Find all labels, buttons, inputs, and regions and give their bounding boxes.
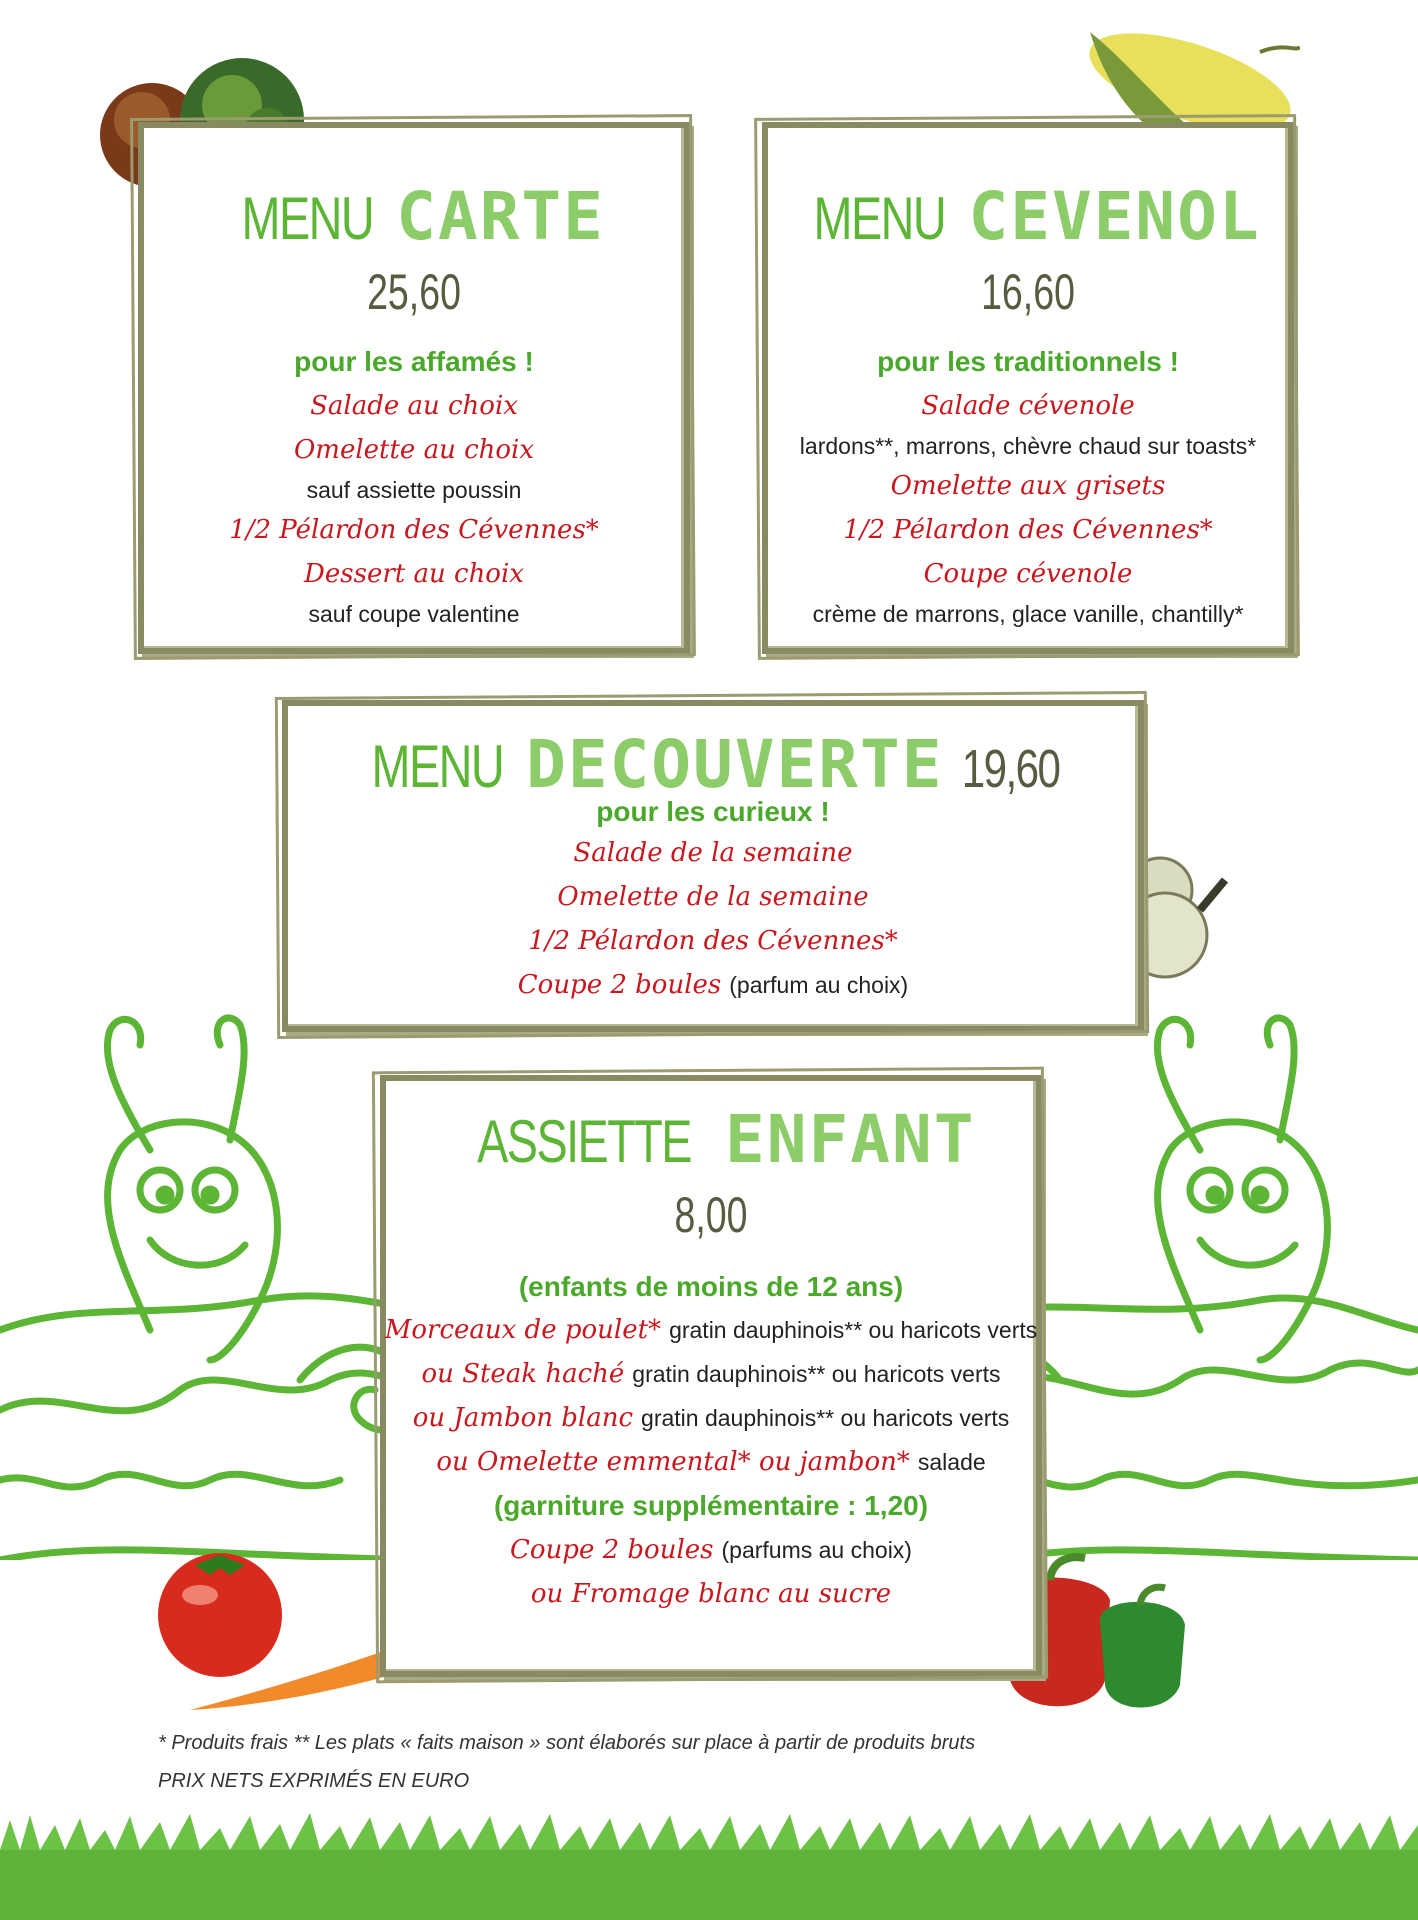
menu-decouverte-card (282, 700, 1144, 1032)
menu-item: Salade cévenole (921, 391, 1135, 421)
menu-carte-card (138, 122, 690, 654)
menu-cevenol-tagline: pour les traditionnels ! (877, 346, 1179, 377)
menu-item: 1/2 Pélardon des Cévennes* (528, 926, 898, 956)
menu-item: crème de marrons, glace vanille, chantilly* (812, 600, 1244, 627)
menu-item: Coupe cévenole (923, 559, 1133, 589)
menu-item: Coupe 2 boules (parfums au choix) (510, 1535, 912, 1565)
menu-item: Salade de la semaine (573, 838, 853, 868)
menu-decouverte-items (288, 831, 1138, 1007)
menu-decouverte-price: 19,60 (961, 739, 1060, 799)
menu-carte-title-a: MENU (241, 185, 374, 252)
menu-decouverte-title (288, 726, 1138, 803)
footnote-prices: PRIX NETS EXPRIMÉS EN EURO (158, 1770, 470, 1792)
menu-cevenol-card (762, 122, 1294, 654)
menu-item: 1/2 Pélardon des Cévennes* (843, 515, 1213, 545)
menu-cevenol-price: 16,60 (981, 264, 1075, 320)
menu-item: sauf coupe valentine (308, 600, 520, 627)
assiette-enfant-title-a: ASSIETTE (476, 1108, 691, 1175)
menu-cevenol-title-a: MENU (813, 185, 946, 252)
menu-cevenol-title (768, 178, 1288, 255)
menu-item: Omelette aux grisets (890, 471, 1166, 501)
menu-item: Coupe 2 boules (parfum au choix) (517, 970, 909, 1000)
menu-carte-title-b: CARTE (396, 178, 605, 255)
assiette-enfant-items (386, 1308, 1036, 1616)
menu-decouverte-tagline: pour les curieux ! (596, 796, 830, 827)
menu-item: Salade au choix (310, 391, 518, 421)
assiette-enfant-card (380, 1075, 1042, 1677)
assiette-enfant-price: 8,00 (674, 1187, 748, 1243)
menu-item: lardons**, marrons, chèvre chaud sur toasts* (799, 432, 1257, 459)
snail-left-illustration (0, 1000, 420, 1560)
menu-item: 1/2 Pélardon des Cévennes* (229, 515, 599, 545)
menu-decouverte-title-a: MENU (371, 733, 504, 800)
footnote: * Produits frais ** Les plats « faits maison » sont élaborés sur place à partir de produits bruts (158, 1732, 976, 1754)
menu-item: Dessert au choix (304, 559, 524, 589)
menu-carte-items (144, 384, 684, 632)
assiette-enfant-title (386, 1101, 1036, 1178)
menu-item: Omelette au choix (293, 435, 535, 465)
menu-item (386, 1484, 1036, 1528)
menu-item: Omelette de la semaine (557, 882, 869, 912)
assiette-enfant-tagline: (enfants de moins de 12 ans) (518, 1271, 904, 1302)
snail-right-illustration (1000, 1000, 1418, 1560)
grass-illustration (0, 1810, 1418, 1920)
menu-item: Morceaux de poulet* gratin dauphinois** ou haricots verts (384, 1315, 1038, 1345)
menu-item: ou Jambon blanc gratin dauphinois** ou haricots verts (412, 1403, 1010, 1433)
menu-cevenol-title-b: CEVENOL (968, 178, 1261, 255)
menu-item: ou Fromage blanc au sucre (530, 1579, 892, 1609)
assiette-enfant-extra: (garniture supplémentaire : 1,20) (493, 1490, 929, 1521)
menu-cevenol-items (768, 384, 1288, 632)
assiette-enfant-title-b: ENFANT (725, 1101, 976, 1178)
menu-carte-price: 25,60 (367, 264, 461, 320)
menu-item: ou Omelette emmental* ou jambon* salade (436, 1447, 986, 1477)
menu-item: sauf assiette poussin (306, 476, 522, 503)
menu-carte-title (144, 178, 684, 255)
menu-decouverte-title-b: DECOUVERTE (526, 726, 944, 803)
menu-item: ou Steak haché gratin dauphinois** ou haricots verts (421, 1359, 1001, 1389)
menu-carte-tagline: pour les affamés ! (294, 346, 534, 377)
